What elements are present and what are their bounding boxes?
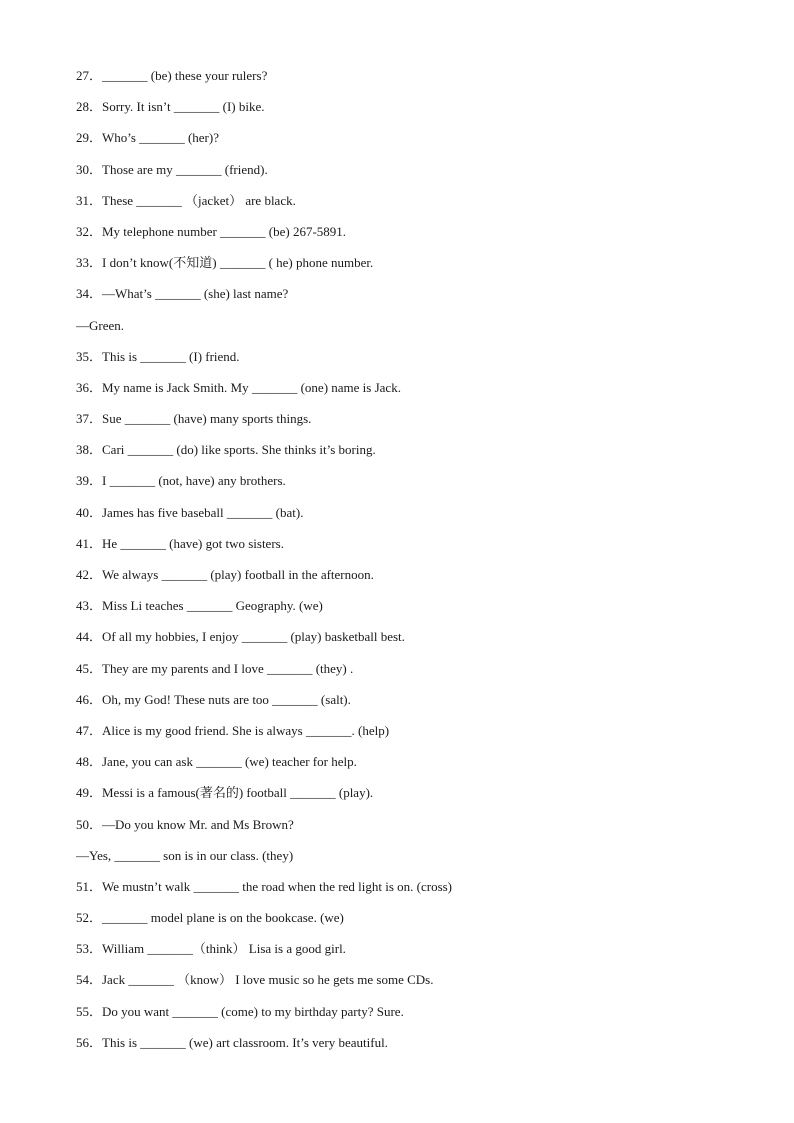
exercise-line: 34．—What’s _______ (she) last name? bbox=[76, 286, 289, 302]
exercise-line: 46．Oh, my God! These nuts are too _______ (salt). bbox=[76, 691, 351, 707]
exercise-line: 50．—Do you know Mr. and Ms Brown? bbox=[76, 816, 294, 832]
exercise-line: 37．Sue _______ (have) many sports things. bbox=[76, 411, 312, 427]
exercise-line: 27．_______ (be) these your rulers? bbox=[76, 68, 268, 83]
exercise-line: 43．Miss Li teaches _______ Geography. (we) bbox=[76, 598, 323, 614]
exercise-line: 31．These _______ （jacket） are black. bbox=[76, 192, 296, 208]
exercise-line: 32．My telephone number _______ (be) 267-5891. bbox=[76, 223, 347, 239]
exercise-line: 44．Of all my hobbies, I enjoy _______ (play) basketball best. bbox=[76, 629, 405, 645]
exercise-line: 41．He _______ (have) got two sisters. bbox=[76, 535, 284, 551]
exercise-line: 35．This is _______ (I) friend. bbox=[76, 348, 240, 364]
exercise-line: 38．Cari _______ (do) like sports. She thinks it’s boring. bbox=[76, 442, 376, 458]
exercise-line: 53．William _______（think） Lisa is a good girl. bbox=[76, 941, 346, 957]
answer-line: —Green. bbox=[76, 317, 125, 333]
exercise-line: 54．Jack _______ （know） I love music so he gets me some CDs. bbox=[76, 972, 434, 988]
exercise-line: 45．They are my parents and I love _______ (they) . bbox=[76, 660, 354, 676]
exercise-line: 49．Messi is a famous(著名的) football _______ (play). bbox=[76, 785, 374, 801]
exercise-line: 51．We mustn’t walk _______ the road when the red light is on. (cross) bbox=[76, 878, 453, 894]
exercise-line: 55．Do you want _______ (come) to my birthday party? Sure. bbox=[76, 1003, 404, 1019]
exercise-line: 56．This is _______ (we) art classroom. It’s very beautiful. bbox=[76, 1034, 388, 1050]
exercise-line: 42．We always _______ (play) football in the afternoon. bbox=[76, 567, 374, 582]
exercise-line: 36．My name is Jack Smith. My _______ (one) name is Jack. bbox=[76, 379, 401, 395]
exercise-line: 30．Those are my _______ (friend). bbox=[76, 161, 268, 177]
exercise-line: 47．Alice is my good friend. She is always _______. (help) bbox=[76, 722, 390, 738]
exercise-line: 52．_______ model plane is on the bookcase. (we) bbox=[76, 910, 344, 926]
exercise-line: 33．I don’t know(不知道) _______ ( he) phone number. bbox=[76, 255, 374, 271]
exercise-list bbox=[76, 66, 756, 1064]
exercise-line: 48．Jane, you can ask _______ (we) teacher for help. bbox=[76, 754, 357, 770]
exercise-line: 40．James has five baseball _______ (bat). bbox=[76, 504, 304, 520]
exercise-line: 29．Who’s _______ (her)? bbox=[76, 130, 219, 146]
exercise-line: 28．Sorry. It isn’t _______ (I) bike. bbox=[76, 99, 265, 115]
answer-line: —Yes, _______ son is in our class. (they) bbox=[76, 847, 294, 863]
exercise-line: 39．I _______ (not, have) any brothers. bbox=[76, 473, 286, 489]
